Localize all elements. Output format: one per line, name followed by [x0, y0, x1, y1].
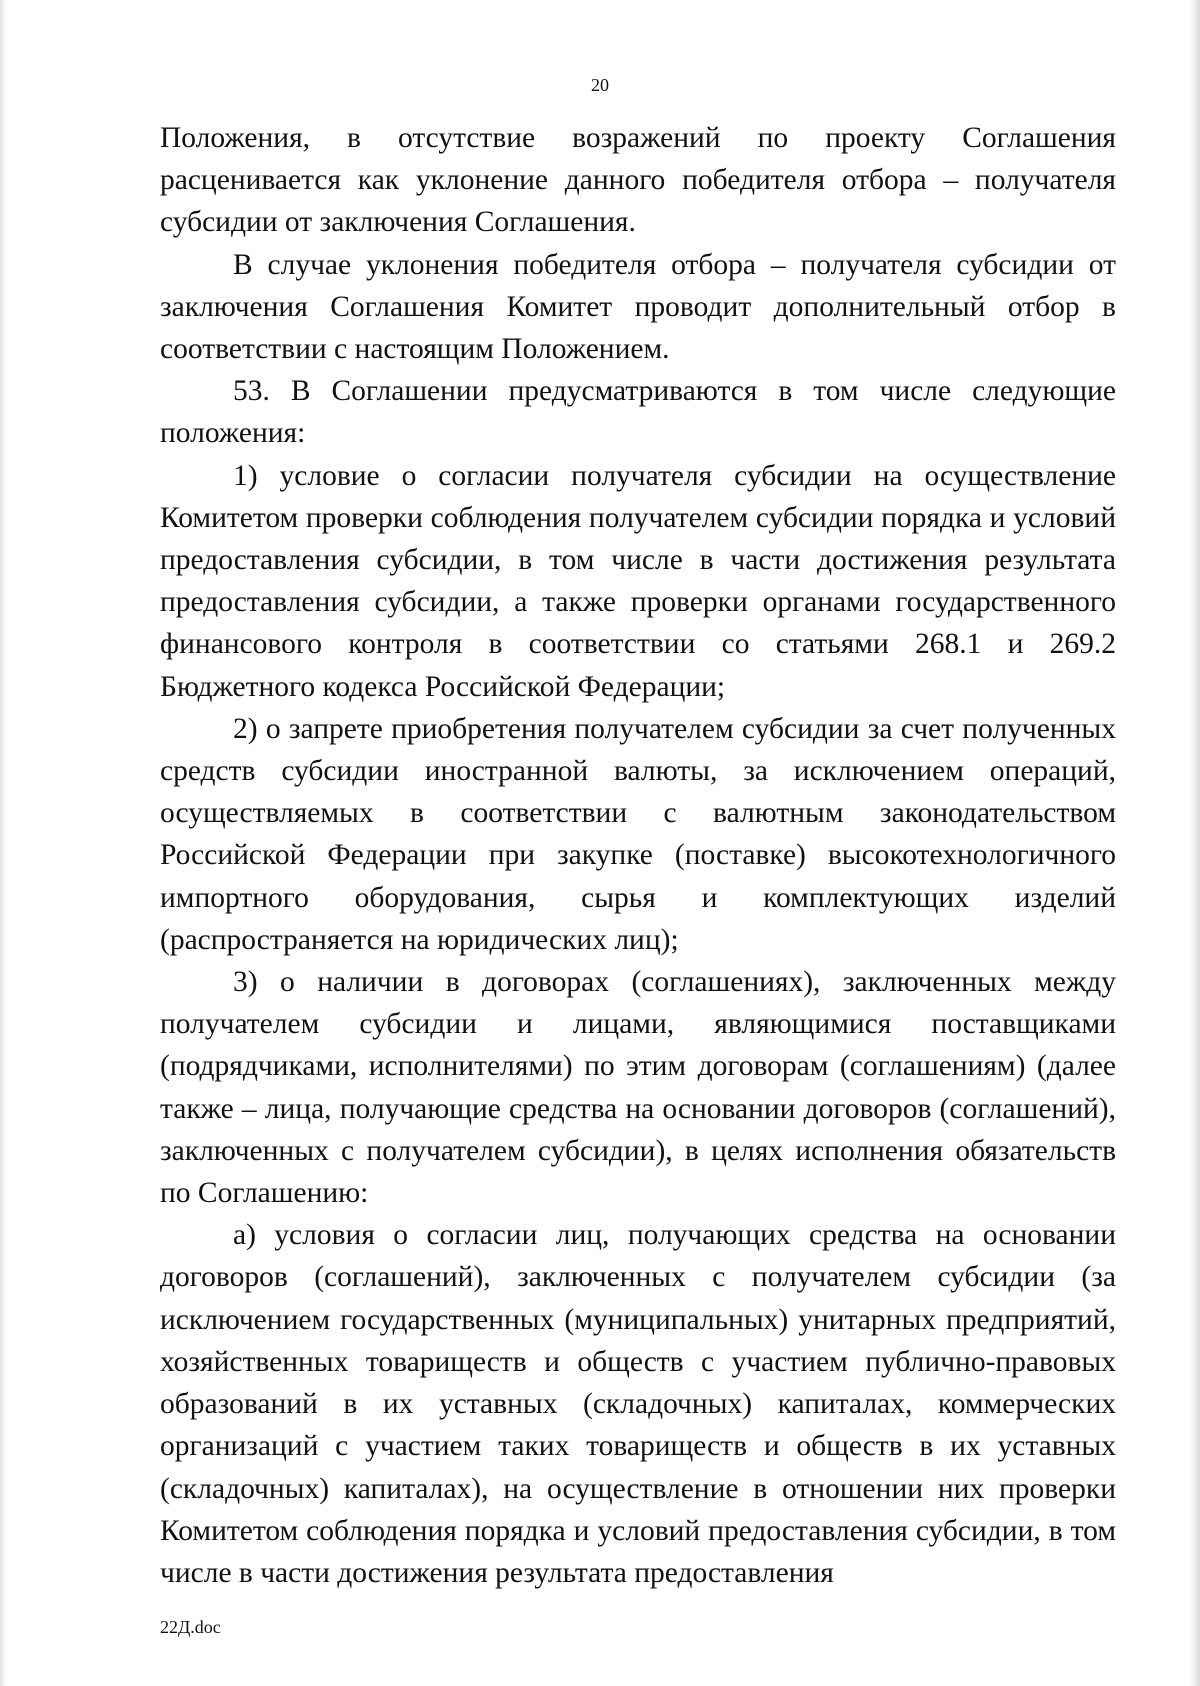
document-body	[160, 117, 1116, 1594]
paragraph-item-3: 3) о наличии в договорах (соглашениях), заключенных между получателем субсидии и лицами, являющимися поставщиками (подрядчиками, исполнителями) по этим договорам (соглашениям) (далее также – лица, получающие средства на основании договоров (соглашений), заключенных с получателем субсидии), в целях исполнения обязательств по Соглашению:	[160, 966, 1116, 1210]
paragraph-item-1: 1) условие о согласии получателя субсидии на осуществление Комитетом проверки соблюдения получателем субсидии порядка и условий предоставления субсидии, в том числе в части достижения результата предоставления субсидии, а также проверки органами государственного финансового контроля в соответствии со статьями 268.1 и 269.2 Бюджетного кодекса Российской Федерации;	[160, 459, 1116, 703]
scan-edge-left	[0, 0, 6, 1686]
page-number: 20	[591, 75, 609, 95]
paragraph-clause-53: 53. В Соглашении предусматриваются в том числе следующие положения:	[160, 375, 1116, 450]
paragraph-item-2: 2) о запрете приобретения получателем субсидии за счет полученных средств субсидии иностранной валюты, за исключением операций, осуществляемых в соответствии с валютным законодательством Российской Федерации при закупке (поставке) высокотехнологичного импортного оборудования, сырья и комплектующих изделий (распространяется на юридических лиц);	[160, 712, 1116, 956]
paragraph: В случае уклонения победителя отбора – получателя субсидии от заключения Соглашения Комитет проводит дополнительный отбор в соответствии с настоящим Положением.	[160, 248, 1116, 366]
scan-edge-right	[1190, 0, 1200, 1686]
footer-filename: 22Д.doc	[160, 1617, 221, 1637]
paragraph-item-a: а) условия о согласии лиц, получающих средства на основании договоров (соглашений), заключенных с получателем субсидии (за исключением государственных (муниципальных) унитарных предприятий, хозяйственных товариществ и обществ с участием публично-правовых образований в их уставных (складочных) капиталах, коммерческих организаций с участием таких товариществ и обществ в их уставных (складочных) капиталах), на осуществление в отношении них проверки Комитетом соблюдения порядка и условий предоставления субсидии, в том числе в части достижения результата предоставления	[160, 1219, 1116, 1589]
paragraph: Положения, в отсутствие возражений по проекту Соглашения расценивается как уклонение данного победителя отбора – получателя субсидии от заключения Соглашения.	[160, 122, 1116, 239]
